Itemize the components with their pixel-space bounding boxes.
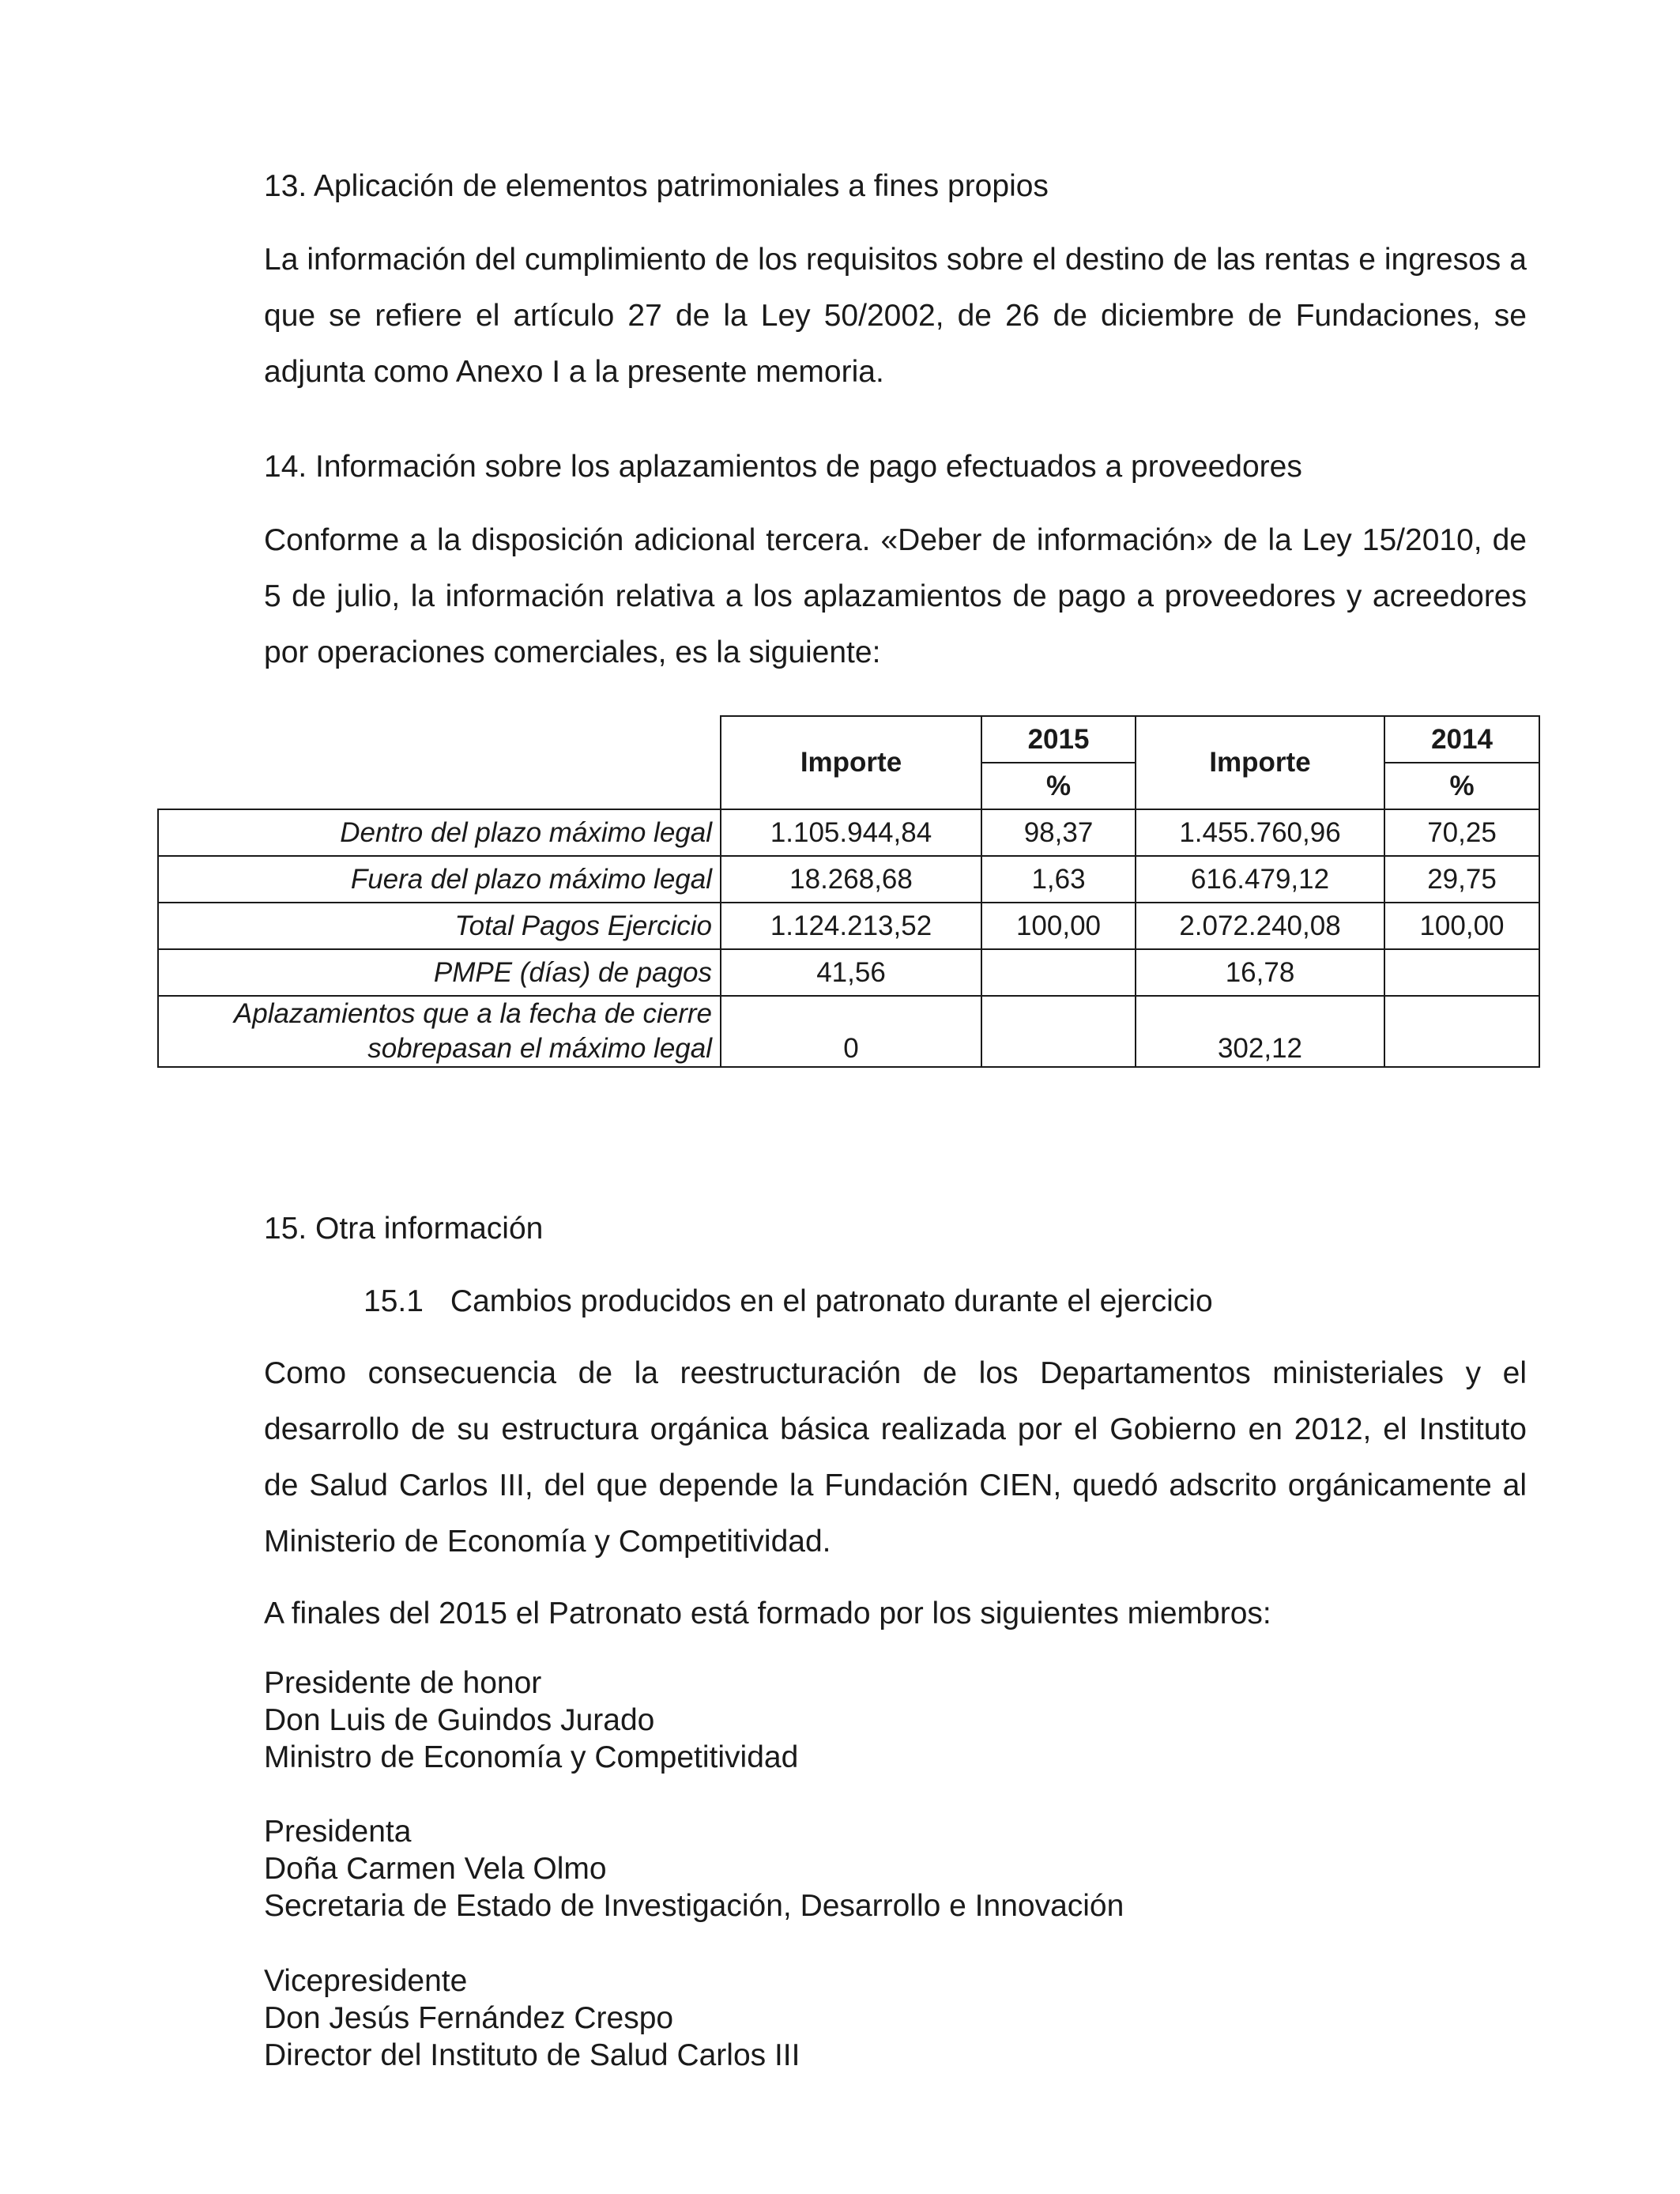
row-label: PMPE (días) de pagos	[158, 949, 721, 996]
table-header-row	[158, 716, 1539, 763]
member-role: Presidente de honor	[264, 1666, 542, 1700]
patronato-intro: A finales del 2015 el Patronato está formado por los siguientes miembros:	[264, 1596, 1271, 1630]
table-row	[158, 809, 1539, 856]
subsection-number: 15.1	[363, 1284, 424, 1318]
cell-pct-2015: 100,00	[981, 903, 1136, 949]
member-block	[264, 1813, 1124, 1924]
member-block	[264, 1962, 800, 2074]
section-15-paragraph: Como consecuencia de la reestructuración de los Departamentos ministeriales y el desarrollo de su estructura orgánica básica realizada por el Gobierno en 2012, el Instituto de Salud Carlos III, del que depende la Fundación CIEN, quedó adscrito orgánicamente al Ministerio de Economía y Competitividad.	[264, 1356, 1527, 1559]
row-label-line-2: sobrepasan el máximo legal	[367, 1033, 712, 1064]
section-15-heading: 15. Otra información	[264, 1212, 544, 1246]
cell-importe-2014: 16,78	[1136, 949, 1384, 996]
cell-pct-2015	[981, 949, 1136, 996]
table-row	[158, 856, 1539, 903]
header-year-2014: 2014	[1384, 716, 1539, 763]
table-row	[158, 949, 1539, 996]
section-14-paragraph: Conforme a la disposición adicional tercera. «Deber de información» de la Ley 15/2010, de 5 de julio, la información relativa a los aplazamientos de pago a proveedores y acreedores por operaciones comerciales, es la siguiente:	[264, 523, 1527, 669]
header-importe-2015: Importe	[721, 716, 981, 809]
table-row	[158, 903, 1539, 949]
table-corner-cell	[158, 716, 721, 809]
cell-pct-2015: 98,37	[981, 809, 1136, 856]
subsection-15-1-heading	[363, 1282, 1213, 1321]
section-14-heading: 14. Información sobre los aplazamientos de pago efectuados a proveedores	[264, 450, 1302, 484]
row-label: Dentro del plazo máximo legal	[158, 809, 721, 856]
cell-importe-2015: 18.268,68	[721, 856, 981, 903]
row-label-line-1: Aplazamientos que a la fecha de cierre	[233, 998, 712, 1029]
row-label	[158, 996, 721, 1067]
member-block	[264, 1664, 798, 1776]
header-year-2015: 2015	[981, 716, 1136, 763]
cell-pct-2014	[1384, 949, 1539, 996]
cell-importe-2015: 1.105.944,84	[721, 809, 981, 856]
row-label: Total Pagos Ejercicio	[158, 903, 721, 949]
cell-pct-2014	[1384, 996, 1539, 1067]
cell-importe-2015: 1.124.213,52	[721, 903, 981, 949]
member-name: Don Jesús Fernández Crespo	[264, 2001, 674, 2035]
cell-pct-2014: 70,25	[1384, 809, 1539, 856]
cell-pct-2014: 29,75	[1384, 856, 1539, 903]
cell-importe-2014: 2.072.240,08	[1136, 903, 1384, 949]
member-position: Secretaria de Estado de Investigación, Desarrollo e Innovación	[264, 1889, 1124, 1923]
header-pct-2015: %	[981, 763, 1136, 809]
member-name: Doña Carmen Vela Olmo	[264, 1852, 607, 1886]
table-row	[158, 996, 1539, 1067]
section-13-paragraph: La información del cumplimiento de los requisitos sobre el destino de las rentas e ingresos a que se refiere el artículo 27 de la Ley 50/2002, de 26 de diciembre de Fundaciones, se adjunta como Anexo I a la presente memoria.	[264, 243, 1527, 389]
member-role: Vicepresidente	[264, 1964, 468, 1998]
subsection-title: Cambios producidos en el patronato durante el ejercicio	[450, 1284, 1213, 1318]
member-role: Presidenta	[264, 1815, 412, 1849]
cell-pct-2015	[981, 996, 1136, 1067]
member-name: Don Luis de Guindos Jurado	[264, 1703, 655, 1737]
row-label: Fuera del plazo máximo legal	[158, 856, 721, 903]
cell-importe-2015: 41,56	[721, 949, 981, 996]
header-importe-2014: Importe	[1136, 716, 1384, 809]
header-pct-2014: %	[1384, 763, 1539, 809]
member-position: Ministro de Economía y Competitividad	[264, 1740, 799, 1774]
member-position: Director del Instituto de Salud Carlos III	[264, 2038, 800, 2072]
cell-pct-2014: 100,00	[1384, 903, 1539, 949]
cell-pct-2015: 1,63	[981, 856, 1136, 903]
cell-importe-2014: 616.479,12	[1136, 856, 1384, 903]
payment-deferral-table	[157, 715, 1540, 1068]
cell-importe-2014: 302,12	[1136, 996, 1384, 1067]
section-13-heading: 13. Aplicación de elementos patrimoniales a fines propios	[264, 169, 1049, 203]
cell-importe-2015: 0	[721, 996, 981, 1067]
cell-importe-2014: 1.455.760,96	[1136, 809, 1384, 856]
